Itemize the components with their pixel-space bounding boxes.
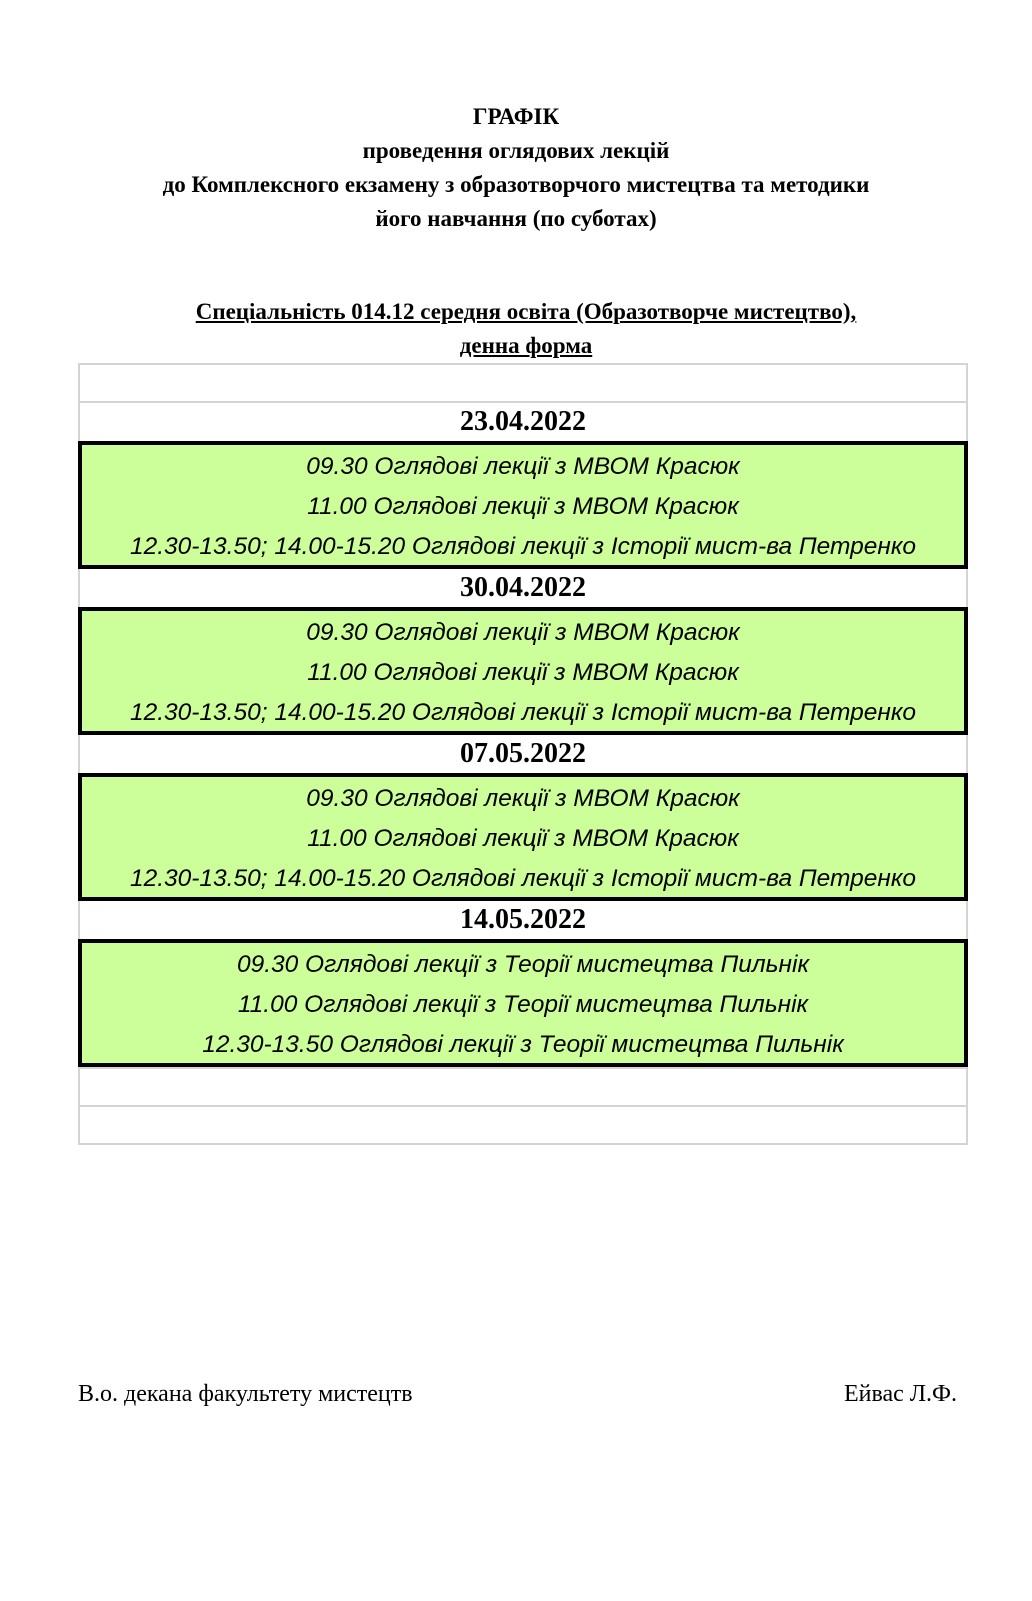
lecture-item: 09.30 Оглядові лекції з МВОМ Красюк [306,785,740,812]
title-line-1: ГРАФІК [472,104,560,129]
lecture-item: 12.30-13.50; 14.00-15.20 Оглядові лекції з Історії мист-ва Петренко [129,699,917,726]
empty-row [78,1105,968,1145]
lecture-item: 09.30 Оглядові лекції з МВОМ Красюк [306,453,740,480]
specialty-line-1: Спеціальність 014.12 середня освіта (Образотворче мистецтво), [195,299,857,324]
title-line-2: проведення оглядових лекцій [362,138,670,163]
lecture-block [78,441,968,569]
empty-row [78,1067,968,1107]
specialty-heading [0,295,1032,363]
lecture-item: 12.30-13.50 Оглядові лекції з Теорії мистецтва Пильнік [202,1031,844,1058]
signatory-name: Ейвас Л.Ф. [843,1381,957,1407]
document-title [0,100,1032,236]
date-row: 30.04.2022 [78,569,968,607]
lecture-item: 11.00 Оглядові лекції з Теорії мистецтва Пильнік [237,991,809,1018]
date-row: 14.05.2022 [78,901,968,939]
schedule-table [78,363,968,1145]
lecture-item: 11.00 Оглядові лекції з МВОМ Красюк [307,493,739,520]
date-row: 23.04.2022 [78,403,968,441]
lecture-block [78,773,968,901]
lecture-block [78,939,968,1067]
lecture-item: 11.00 Оглядові лекції з МВОМ Красюк [307,659,739,686]
lecture-item: 12.30-13.50; 14.00-15.20 Оглядові лекції з Історії мист-ва Петренко [129,865,917,892]
title-line-4: його навчання (по суботах) [375,206,657,231]
lecture-item: 11.00 Оглядові лекції з МВОМ Красюк [307,825,739,852]
date-row: 07.05.2022 [78,735,968,773]
title-line-3: до Комплексного екзамену з образотворчого мистецтва та методики [162,172,870,197]
empty-row [78,363,968,403]
lecture-item: 09.30 Оглядові лекції з Теорії мистецтва Пильнік [236,951,810,978]
lecture-item: 09.30 Оглядові лекції з МВОМ Красюк [306,619,740,646]
specialty-line-2: денна форма [459,333,593,358]
signatory-position: В.о. декана факультету мистецтв [78,1381,413,1407]
lecture-block [78,607,968,735]
lecture-item: 12.30-13.50; 14.00-15.20 Оглядові лекції з Історії мист-ва Петренко [129,533,917,560]
